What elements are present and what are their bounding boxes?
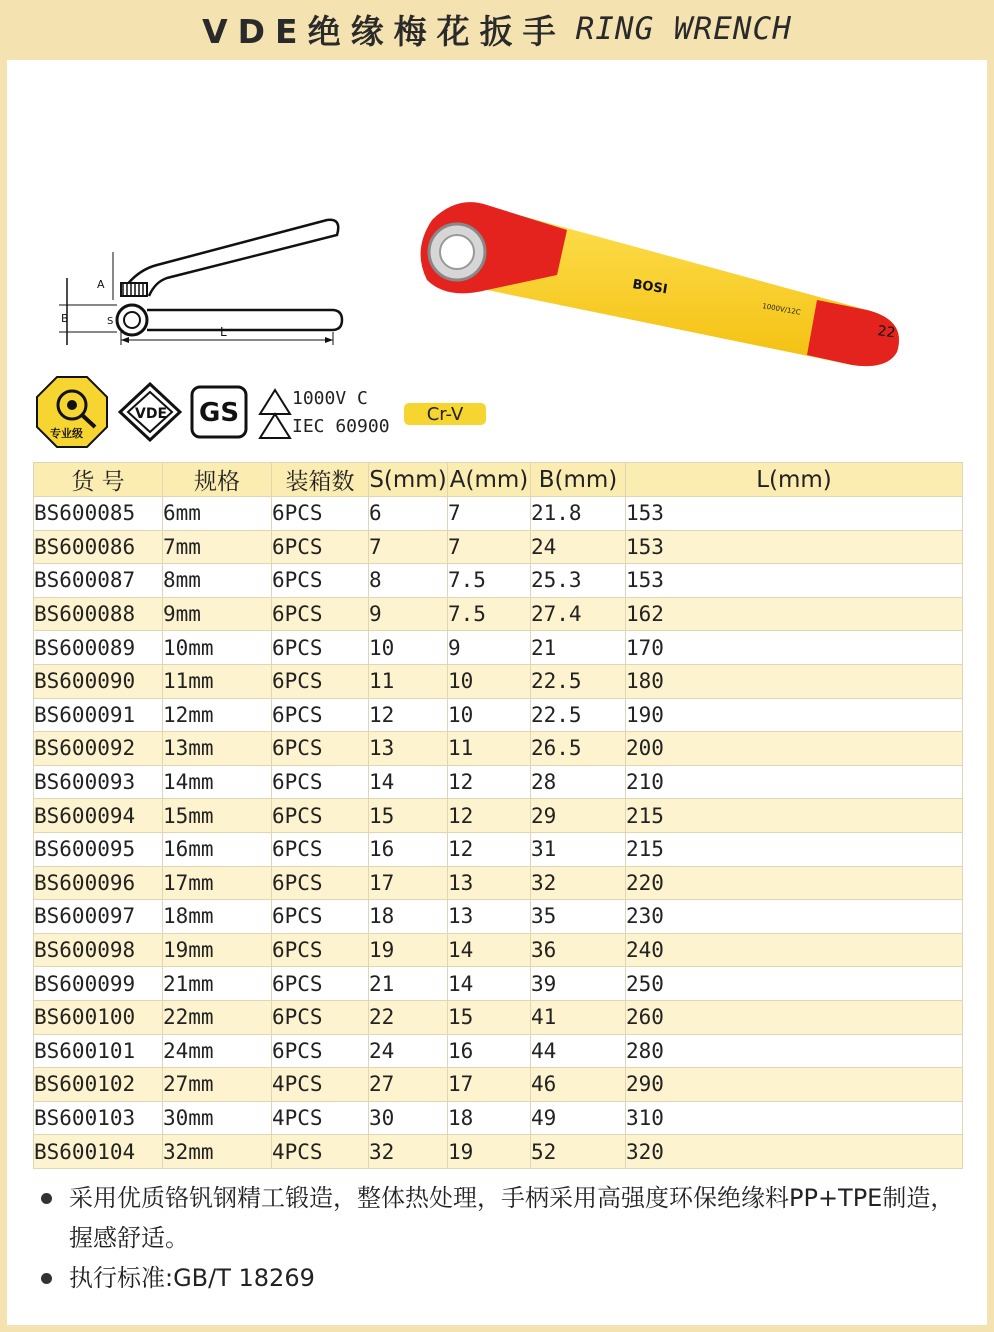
cell-s: 24 bbox=[369, 1034, 448, 1068]
cell-a: 9 bbox=[448, 631, 531, 665]
cell-l: 250 bbox=[626, 967, 963, 1001]
col-a: A(mm) bbox=[448, 463, 531, 497]
table-row bbox=[34, 1068, 963, 1102]
bullet-icon bbox=[41, 1193, 52, 1204]
cell-s: 16 bbox=[369, 832, 448, 866]
cell-a: 7 bbox=[448, 530, 531, 564]
cell-l: 210 bbox=[626, 765, 963, 799]
cell-pack: 6PCS bbox=[272, 698, 369, 732]
cell-code: BS600098 bbox=[34, 933, 163, 967]
material-badge: Cr-V bbox=[404, 403, 486, 425]
table-row bbox=[34, 1101, 963, 1135]
cell-a: 10 bbox=[448, 664, 531, 698]
cell-size: 18mm bbox=[163, 900, 272, 934]
cell-b: 29 bbox=[531, 799, 626, 833]
cell-a: 18 bbox=[448, 1101, 531, 1135]
voltage-rating: 1000V C bbox=[292, 388, 368, 409]
cell-code: BS600093 bbox=[34, 765, 163, 799]
table-row bbox=[34, 933, 963, 967]
cell-b: 49 bbox=[531, 1101, 626, 1135]
table-row bbox=[34, 664, 963, 698]
cell-l: 153 bbox=[626, 530, 963, 564]
table-row bbox=[34, 799, 963, 833]
cell-a: 12 bbox=[448, 832, 531, 866]
cell-code: BS600099 bbox=[34, 967, 163, 1001]
cell-pack: 6PCS bbox=[272, 1034, 369, 1068]
gs-logo-icon bbox=[190, 385, 248, 439]
cell-a: 16 bbox=[448, 1034, 531, 1068]
spec-table bbox=[33, 462, 963, 1169]
cell-pack: 6PCS bbox=[272, 564, 369, 598]
cell-a: 14 bbox=[448, 967, 531, 1001]
cell-s: 11 bbox=[369, 664, 448, 698]
col-code: 货 号 bbox=[34, 463, 163, 497]
cell-a: 14 bbox=[448, 933, 531, 967]
cell-b: 39 bbox=[531, 967, 626, 1001]
cell-size: 7mm bbox=[163, 530, 272, 564]
cell-code: BS600086 bbox=[34, 530, 163, 564]
cell-s: 12 bbox=[369, 698, 448, 732]
cell-pack: 6PCS bbox=[272, 832, 369, 866]
table-row bbox=[34, 597, 963, 631]
cell-code: BS600092 bbox=[34, 732, 163, 766]
cell-a: 17 bbox=[448, 1068, 531, 1102]
cell-l: 170 bbox=[626, 631, 963, 665]
cell-code: BS600089 bbox=[34, 631, 163, 665]
cell-code: BS600085 bbox=[34, 497, 163, 531]
table-row bbox=[34, 900, 963, 934]
cell-b: 41 bbox=[531, 1000, 626, 1034]
col-size: 规格 bbox=[163, 463, 272, 497]
double-triangle-icon bbox=[258, 388, 292, 440]
table-row bbox=[34, 1135, 963, 1169]
cell-code: BS600097 bbox=[34, 900, 163, 934]
size-mark: 22 bbox=[876, 323, 897, 342]
cell-b: 52 bbox=[531, 1135, 626, 1169]
cell-pack: 6PCS bbox=[272, 765, 369, 799]
cell-s: 18 bbox=[369, 900, 448, 934]
cell-size: 21mm bbox=[163, 967, 272, 1001]
cell-a: 13 bbox=[448, 900, 531, 934]
cell-b: 44 bbox=[531, 1034, 626, 1068]
wrench-photo bbox=[407, 190, 947, 380]
cell-l: 220 bbox=[626, 866, 963, 900]
cell-code: BS600090 bbox=[34, 664, 163, 698]
cell-l: 290 bbox=[626, 1068, 963, 1102]
cell-code: BS600094 bbox=[34, 799, 163, 833]
note-text: 采用优质铬钒钢精工锻造，整体热处理，手柄采用高强度环保绝缘料PP+TPE制造，握感舒适。 bbox=[69, 1184, 955, 1252]
cell-a: 10 bbox=[448, 698, 531, 732]
cell-size: 17mm bbox=[163, 866, 272, 900]
cell-pack: 4PCS bbox=[272, 1101, 369, 1135]
cell-s: 6 bbox=[369, 497, 448, 531]
cell-a: 12 bbox=[448, 799, 531, 833]
cell-a: 7 bbox=[448, 497, 531, 531]
cell-size: 11mm bbox=[163, 664, 272, 698]
cell-code: BS600103 bbox=[34, 1101, 163, 1135]
table-body bbox=[34, 497, 963, 1169]
cell-l: 162 bbox=[626, 597, 963, 631]
cell-l: 320 bbox=[626, 1135, 963, 1169]
table-row bbox=[34, 765, 963, 799]
vde-logo-icon bbox=[118, 382, 182, 442]
cell-size: 9mm bbox=[163, 597, 272, 631]
cell-code: BS600091 bbox=[34, 698, 163, 732]
cell-l: 215 bbox=[626, 799, 963, 833]
label-s: S bbox=[107, 316, 114, 327]
cell-l: 230 bbox=[626, 900, 963, 934]
cell-l: 215 bbox=[626, 832, 963, 866]
table-row bbox=[34, 564, 963, 598]
cell-size: 15mm bbox=[163, 799, 272, 833]
table-row bbox=[34, 698, 963, 732]
note-text: 执行标准:GB/T 18269 bbox=[69, 1264, 315, 1292]
col-l: L(mm) bbox=[626, 463, 963, 497]
cell-size: 24mm bbox=[163, 1034, 272, 1068]
table-row bbox=[34, 1034, 963, 1068]
cell-l: 190 bbox=[626, 698, 963, 732]
cell-s: 13 bbox=[369, 732, 448, 766]
cell-s: 27 bbox=[369, 1068, 448, 1102]
cell-a: 7.5 bbox=[448, 597, 531, 631]
cell-code: BS600096 bbox=[34, 866, 163, 900]
cell-a: 13 bbox=[448, 866, 531, 900]
cell-l: 310 bbox=[626, 1101, 963, 1135]
table-row bbox=[34, 530, 963, 564]
cell-a: 11 bbox=[448, 732, 531, 766]
col-b: B(mm) bbox=[531, 463, 626, 497]
table-row bbox=[34, 732, 963, 766]
cell-s: 21 bbox=[369, 967, 448, 1001]
cell-b: 46 bbox=[531, 1068, 626, 1102]
cell-size: 16mm bbox=[163, 832, 272, 866]
cell-size: 27mm bbox=[163, 1068, 272, 1102]
cell-l: 153 bbox=[626, 564, 963, 598]
vde-text: VDE bbox=[135, 406, 168, 422]
table-row bbox=[34, 1000, 963, 1034]
cell-l: 153 bbox=[626, 497, 963, 531]
brand-label: BOSI bbox=[631, 277, 669, 298]
cell-s: 30 bbox=[369, 1101, 448, 1135]
cell-size: 19mm bbox=[163, 933, 272, 967]
title-cn: VDE绝缘梅花扳手 bbox=[202, 11, 566, 51]
cell-pack: 6PCS bbox=[272, 866, 369, 900]
cell-size: 14mm bbox=[163, 765, 272, 799]
label-a: A bbox=[97, 278, 105, 291]
cell-l: 180 bbox=[626, 664, 963, 698]
cell-b: 26.5 bbox=[531, 732, 626, 766]
cell-size: 30mm bbox=[163, 1101, 272, 1135]
cell-s: 10 bbox=[369, 631, 448, 665]
label-l: L bbox=[220, 325, 227, 339]
cell-size: 6mm bbox=[163, 497, 272, 531]
cell-s: 7 bbox=[369, 530, 448, 564]
cell-pack: 4PCS bbox=[272, 1135, 369, 1169]
cell-a: 7.5 bbox=[448, 564, 531, 598]
cell-pack: 6PCS bbox=[272, 664, 369, 698]
cell-code: BS600088 bbox=[34, 597, 163, 631]
cell-pack: 6PCS bbox=[272, 799, 369, 833]
cell-code: BS600095 bbox=[34, 832, 163, 866]
cell-a: 12 bbox=[448, 765, 531, 799]
cell-pack: 6PCS bbox=[272, 530, 369, 564]
cell-pack: 6PCS bbox=[272, 597, 369, 631]
cell-s: 14 bbox=[369, 765, 448, 799]
cell-b: 21 bbox=[531, 631, 626, 665]
cell-s: 8 bbox=[369, 564, 448, 598]
cell-b: 22.5 bbox=[531, 698, 626, 732]
cell-pack: 4PCS bbox=[272, 1068, 369, 1102]
label-b: B bbox=[61, 312, 69, 325]
cell-l: 260 bbox=[626, 1000, 963, 1034]
cell-code: BS600104 bbox=[34, 1135, 163, 1169]
cell-a: 19 bbox=[448, 1135, 531, 1169]
page-title bbox=[0, 0, 994, 58]
cell-b: 31 bbox=[531, 832, 626, 866]
note-item bbox=[37, 1258, 977, 1298]
cell-s: 17 bbox=[369, 866, 448, 900]
cell-size: 8mm bbox=[163, 564, 272, 598]
professional-badge-icon bbox=[35, 375, 109, 449]
table-row bbox=[34, 967, 963, 1001]
cell-b: 22.5 bbox=[531, 664, 626, 698]
gs-text: GS bbox=[199, 398, 240, 428]
table-row bbox=[34, 866, 963, 900]
cell-code: BS600100 bbox=[34, 1000, 163, 1034]
cell-size: 13mm bbox=[163, 732, 272, 766]
cell-b: 21.8 bbox=[531, 497, 626, 531]
note-item bbox=[37, 1178, 977, 1258]
cell-size: 10mm bbox=[163, 631, 272, 665]
cell-size: 22mm bbox=[163, 1000, 272, 1034]
badge-text: 专业级 bbox=[50, 427, 83, 440]
bullet-icon bbox=[41, 1273, 52, 1284]
cell-a: 15 bbox=[448, 1000, 531, 1034]
cell-b: 25.3 bbox=[531, 564, 626, 598]
col-s: S(mm) bbox=[369, 463, 448, 497]
cell-b: 24 bbox=[531, 530, 626, 564]
cell-pack: 6PCS bbox=[272, 732, 369, 766]
cell-pack: 6PCS bbox=[272, 900, 369, 934]
table-row bbox=[34, 832, 963, 866]
handle-text: 1000V/12C bbox=[761, 302, 802, 317]
table-row bbox=[34, 631, 963, 665]
cell-s: 9 bbox=[369, 597, 448, 631]
cell-size: 12mm bbox=[163, 698, 272, 732]
standard-rating: IEC 60900 bbox=[292, 416, 390, 437]
cell-code: BS600102 bbox=[34, 1068, 163, 1102]
col-pack: 装箱数 bbox=[272, 463, 369, 497]
cell-pack: 6PCS bbox=[272, 933, 369, 967]
cell-pack: 6PCS bbox=[272, 497, 369, 531]
cell-s: 15 bbox=[369, 799, 448, 833]
cell-s: 22 bbox=[369, 1000, 448, 1034]
table-header-row bbox=[34, 463, 963, 497]
cell-b: 28 bbox=[531, 765, 626, 799]
cell-b: 36 bbox=[531, 933, 626, 967]
cell-b: 27.4 bbox=[531, 597, 626, 631]
cell-b: 35 bbox=[531, 900, 626, 934]
cell-size: 32mm bbox=[163, 1135, 272, 1169]
cell-b: 32 bbox=[531, 866, 626, 900]
cell-code: BS600101 bbox=[34, 1034, 163, 1068]
cell-l: 240 bbox=[626, 933, 963, 967]
cell-pack: 6PCS bbox=[272, 967, 369, 1001]
cell-pack: 6PCS bbox=[272, 631, 369, 665]
cell-s: 32 bbox=[369, 1135, 448, 1169]
title-en: RING WRENCH bbox=[575, 11, 792, 47]
cell-l: 280 bbox=[626, 1034, 963, 1068]
cell-pack: 6PCS bbox=[272, 1000, 369, 1034]
cell-s: 19 bbox=[369, 933, 448, 967]
cell-l: 200 bbox=[626, 732, 963, 766]
notes bbox=[37, 1178, 977, 1298]
cell-code: BS600087 bbox=[34, 564, 163, 598]
table-row bbox=[34, 497, 963, 531]
content-panel bbox=[7, 60, 987, 1325]
